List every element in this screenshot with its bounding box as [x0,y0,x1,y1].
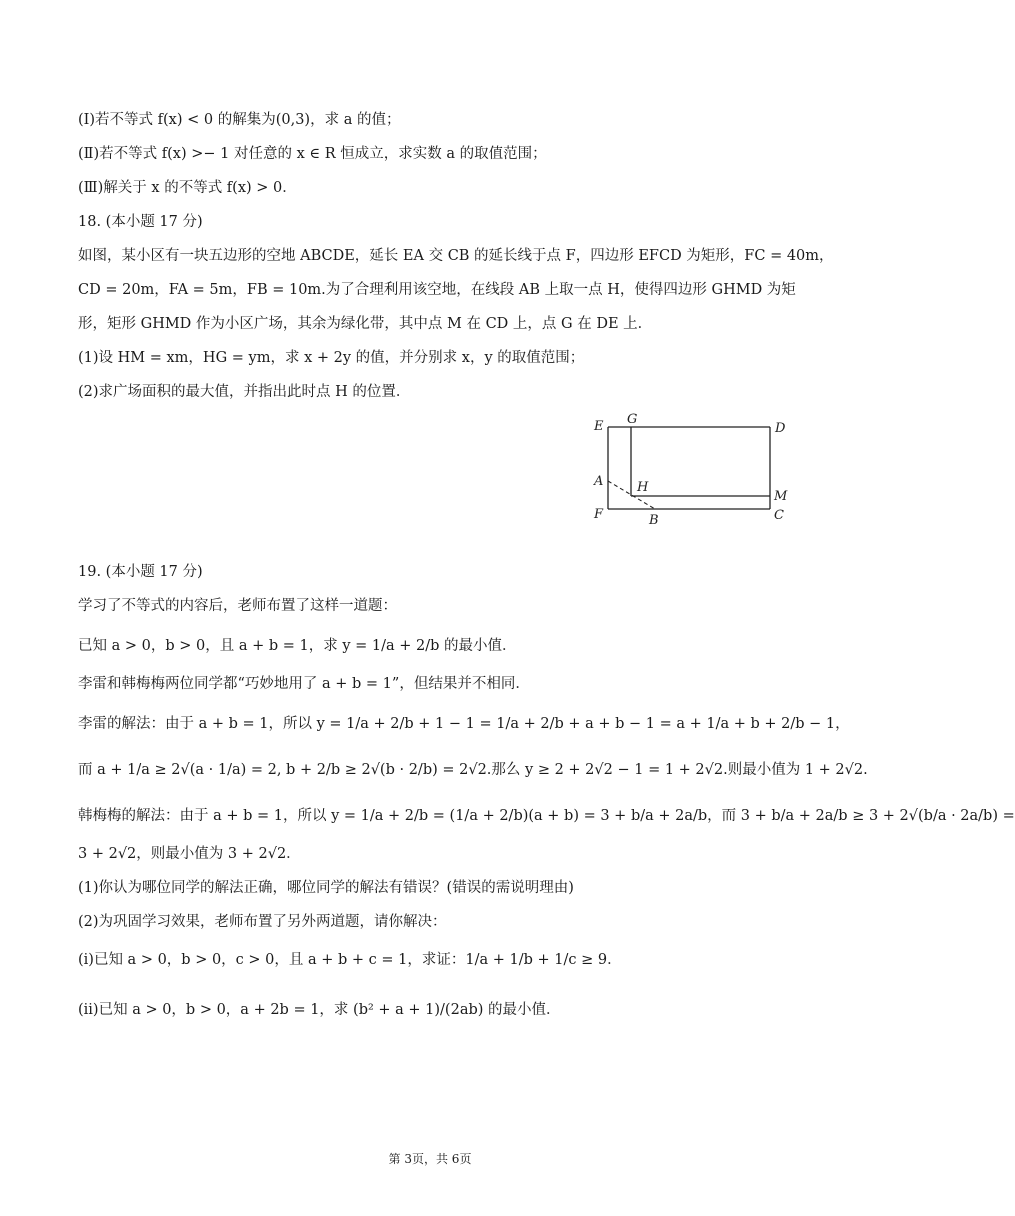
q18-subq1: (1)设 HM = xm，HG = ym，求 x + 2y 的值，并分别求 x，y 的取值范围； [78,350,585,366]
q18-subq2: (2)求广场面积的最大值，并指出此时点 H 的位置． [78,384,411,400]
q19-line2: 已知 a > 0，b > 0，且 a + b = 1，求 y = 1/a + 2/b 的最小值． [78,638,517,654]
q19-hanmeimei-1: 韩梅梅的解法：由于 a + b = 1，所以 y = 1/a + 2/b = (1/a + 2/b)(a + b) = 3 + b/a + 2a/b，而 3 + b/a + 2a/b ≥ 3 + 2√(b/a · 2a/b) = [78,808,1015,824]
label-F: F [594,507,604,522]
label-D: D [775,421,786,436]
q19-lilei-2: 而 a + 1/a ≥ 2√(a · 1/a) = 2, b + 2/b ≥ 2√(b · 2/b) = 2√2.那么 y ≥ 2 + 2√2 − 1 = 1 + 2√2.则最小值为 1 + 2√2. [78,762,868,778]
q19-subq2-ii: (ii)已知 a > 0，b > 0，a + 2b = 1，求 (b² + a + 1)/(2ab) 的最小值． [78,1002,561,1018]
q18-line3: 形，矩形 GHMD 作为小区广场，其余为绿化带，其中点 M 在 CD 上，点 G 在 DE 上． [78,316,653,332]
q19-subq2: (2)为巩固学习效果，老师布置了另外两道题，请你解决： [78,914,447,930]
q19-subq2-i: (i)已知 a > 0，b > 0，c > 0，且 a + b + c = 1，求证：1/a + 1/b + 1/c ≥ 9． [78,952,622,968]
q18-header: 18. (本小题 17 分) [78,214,203,230]
q17-part2: (Ⅱ)若不等式 f(x) >− 1 对任意的 x ∈ R 恒成立，求实数 a 的取值范围； [78,146,547,162]
q18-line2: CD = 20m，FA = 5m，FB = 10m.为了合理利用该空地，在线段 AB 上取一点 H，使得四边形 GHMD 为矩 [78,282,796,298]
q19-hanmeimei-2: 3 + 2√2，则最小值为 3 + 2√2． [78,846,301,862]
q18-line1: 如图，某小区有一块五边形的空地 ABCDE，延长 EA 交 CB 的延长线于点 F，四边形 EFCD 为矩形，FC = 40m， [78,248,834,264]
label-A: A [594,474,604,489]
page-footer: 第 3页，共 6页 [388,1152,472,1166]
label-B: B [649,513,659,528]
q19-line3: 李雷和韩梅梅两位同学都“巧妙地用了 a + b = 1”，但结果并不相同． [78,676,530,692]
q17-part1: (Ⅰ)若不等式 f(x) < 0 的解集为(0,3)，求 a 的值； [78,112,401,128]
q19-lilei-1: 李雷的解法：由于 a + b = 1，所以 y = 1/a + 2/b + 1 − 1 = 1/a + 2/b + a + b − 1 = a + 1/a + b + 2/b − 1， [78,716,850,732]
q19-line1: 学习了不等式的内容后，老师布置了这样一道题： [78,598,397,614]
q19-header: 19. (本小题 17 分) [78,564,203,580]
label-H: H [637,480,649,495]
geometry-figure [585,410,795,530]
label-E: E [594,419,604,434]
label-G: G [627,412,638,427]
label-M: M [774,489,788,504]
label-C: C [774,508,784,523]
q17-part3: (Ⅲ)解关于 x 的不等式 f(x) > 0． [78,180,297,196]
q19-subq1: (1)你认为哪位同学的解法正确，哪位同学的解法有错误？(错误的需说明理由) [78,880,574,896]
